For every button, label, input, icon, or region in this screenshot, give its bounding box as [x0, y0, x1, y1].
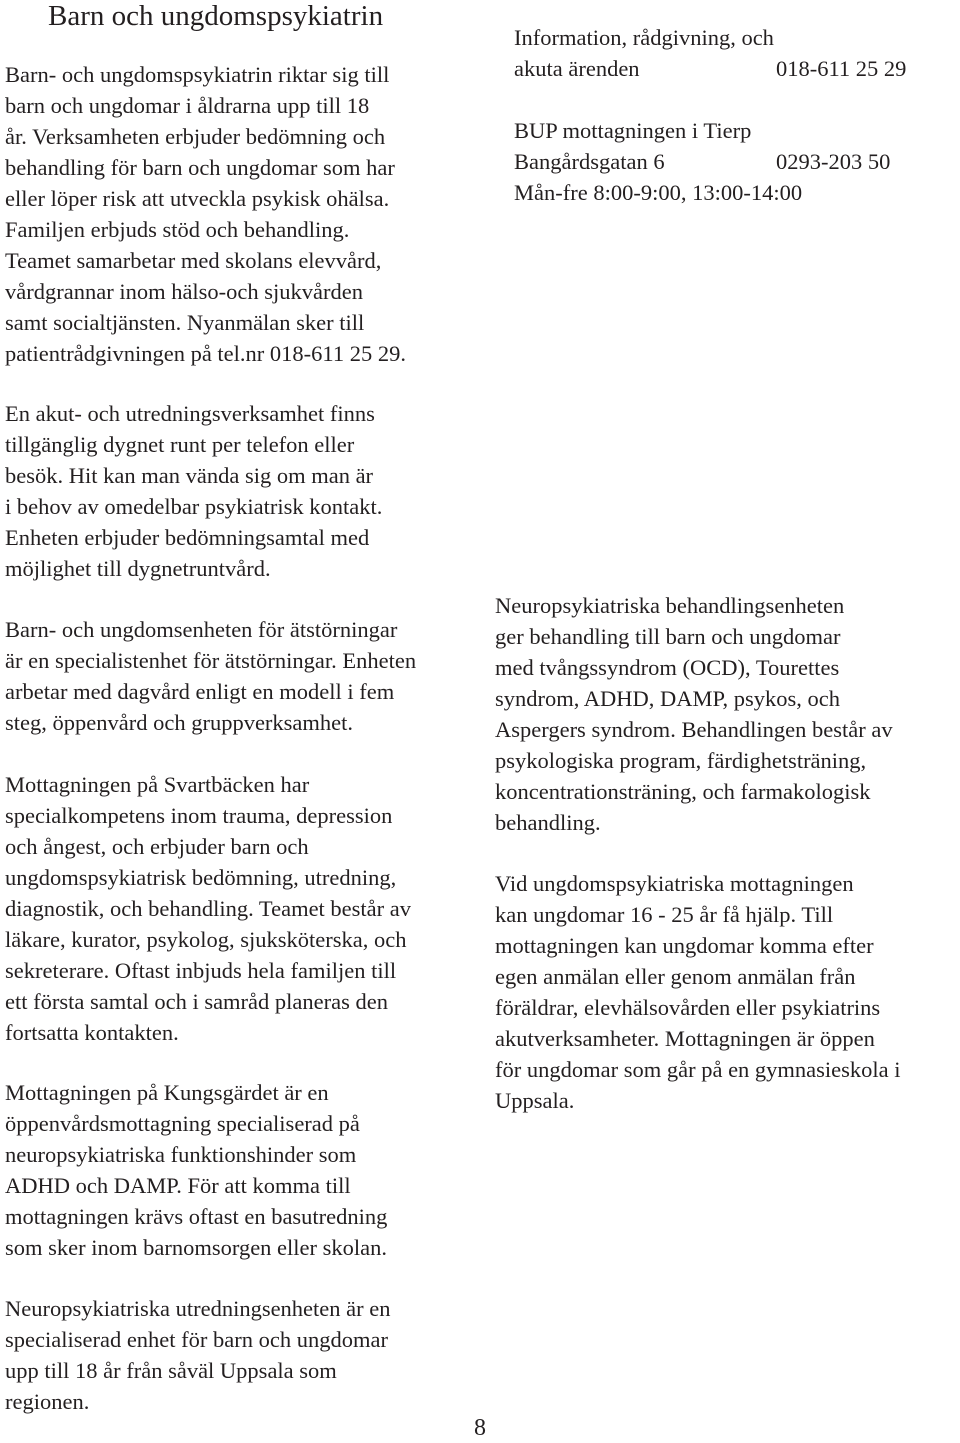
svartbacken-paragraph: Mottagningen på Svartbäcken har specialkompetens inom trauma, depression och ångest, och erbjuder barn och ungdomspsykiatrisk bedömning, utredning, diagnostik, och behandling. Teamet består av läkare, kurator, psykolog, sjuksköterska, och sekreterare. Oftast inbjuds hela familjen till ett första samtal och i samråd planeras den fortsatta kontakten.: [5, 772, 412, 1045]
ungdomsmottagningen-paragraph: Vid ungdomspsykiatriska mottagningen kan ungdomar 16 - 25 år få hjälp. Till mottagningen kan ungdomar komma efter egen anmälan eller genom anmälan från föräldrar, elevhälsovården eller psykiatrins akutverksamheter. Mottagningen är öppen för ungdomar som går på en gymnasieskola i Uppsala.: [495, 871, 901, 1113]
kungsgardet-paragraph: Mottagningen på Kungsgärdet är en öppenvårdsmottagning specialiserad på neuropsykiatriska funktionshinder som ADHD och DAMP. För att komma till mottagningen krävs oftast en basutredning som sker inom barnomsorgen eller skolan.: [5, 1080, 388, 1260]
behandlingsenheten-paragraph: Neuropsykiatriska behandlingsenheten ger behandling till barn och ungdomar med tvångssyndrom (OCD), Tourettes syndrom, ADHD, DAMP, psykos, och Aspergers syndrom. Behandlingen består av psykologiska program, färdighetsträning, koncentrationsträning, och farmakologisk behandling.: [495, 593, 893, 835]
intro-paragraph: Barn- och ungdomspsykiatrin riktar sig till barn och ungdomar i åldrarna upp till 18 år. Verksamheten erbjuder bedömning och behandling för barn och ungdomar som har eller löper risk att utveckla psykisk ohälsa. Familjen erbjuds stöd och behandling. Teamet samarbetar med skolans elevvård, vårdgrannar inom hälso-och sjukvården samt socialtjänsten. Nyanmälan sker till patientrådgivningen på tel.nr 018-611 25 29.: [5, 62, 406, 366]
akut-paragraph: En akut- och utredningsverksamhet finns tillgänglig dygnet runt per telefon eller besök. Hit kan man vända sig om man är i behov av omedelbar psykiatrisk kontakt. Enheten erbjuder bedömningsamtal med möjlighet till dygnetruntvård.: [5, 401, 383, 581]
info-phone: 018-611 25 29: [776, 56, 907, 81]
bup-phone: 0293-203 50: [776, 149, 891, 174]
page-number: 8: [474, 1415, 486, 1441]
utredningsenheten-paragraph: Neuropsykiatriska utredningsenheten är en specialiserad enhet för barn och ungdomar upp till 18 år från såväl Uppsala som regionen.: [5, 1296, 391, 1414]
info-line: Information, rådgivning, och: [514, 25, 774, 50]
atstorningar-paragraph: Barn- och ungdomsenheten för ätstörningar är en specialistenhet för ätstörningar. Enheten arbetar med dagvård enligt en modell i fem steg, öppenvård och gruppverksamhet.: [5, 617, 417, 735]
bup-name: BUP mottagningen i Tierp: [514, 118, 752, 143]
info-label: akuta ärenden: [514, 56, 640, 81]
bup-address: Bangårdsgatan 6: [514, 149, 665, 174]
bup-hours: Mån-fre 8:00-9:00, 13:00-14:00: [514, 180, 803, 205]
page-title: Barn och ungdomspsykiatrin: [48, 0, 384, 32]
bup-tierp-block: [514, 115, 890, 208]
contact-info-block: [514, 22, 906, 84]
